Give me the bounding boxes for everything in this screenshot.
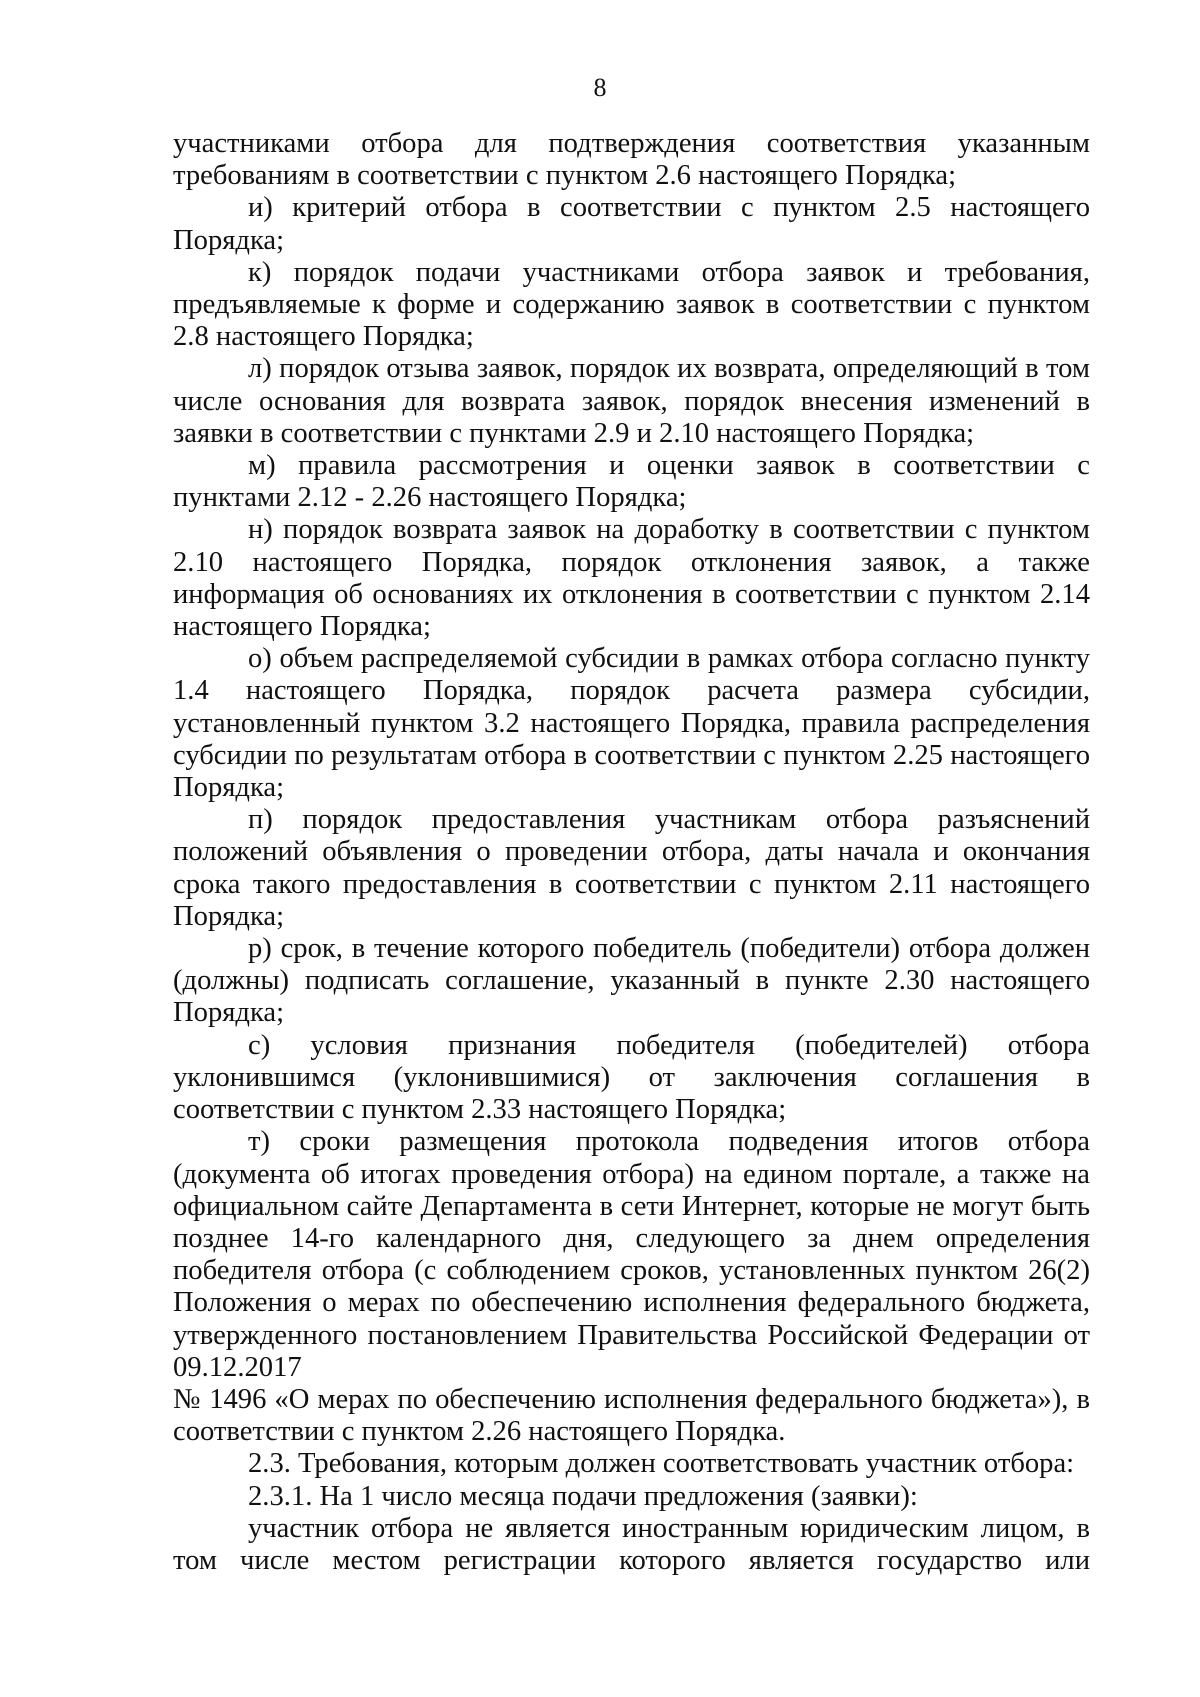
page-number: 8 [593, 73, 607, 102]
section-2-3-1-heading: 2.3.1. На 1 число месяца подачи предложения (заявки): [248, 1480, 918, 1512]
paragraph-item-t-continuation: № 1496 «О мерах по обеспечению исполнения федерального бюджета»), в соответствии с пунктом 2.26 настоящего Порядка. [173, 1383, 1090, 1448]
document-body [173, 128, 1090, 1577]
paragraph-item-m: м) правила рассмотрения и оценки заявок в соответствии с пунктами 2.12 - 2.26 настоящего Порядка; [173, 450, 1090, 514]
section-2-3-heading: 2.3. Требования, которым должен соответствовать участник отбора: [248, 1448, 1075, 1480]
paragraph-item-o: о) объем распределяемой субсидии в рамках отбора согласно пункту 1.4 настоящего Порядка, порядок расчета размера субсидии, установленный пунктом 3.2 настоящего Порядка, правила распределения субсидии по результатам отбора в соответствии с пунктом 2.25 настоящего Порядка; [173, 643, 1090, 804]
paragraph-item-t: т) сроки размещения протокола подведения итогов отбора (документа об итогах проведения отбора) на едином портале, а также на официальном сайте Департамента в сети Интернет, которые не могут быть позднее 14-го календарного дня, следующего за днем определения победителя отбора (с соблюдением сроков, установленных пунктом 26(2) Положения о мерах по обеспечению исполнения федерального бюджета, утвержденного постановлением Правительства Российской Федерации от 09.12.2017 [173, 1126, 1090, 1383]
paragraph-item-p: п) порядок предоставления участникам отбора разъяснений положений объявления о проведении отбора, даты начала и окончания срока такого предоставления в соответствии с пунктом 2.11 настоящего Порядка; [173, 804, 1090, 932]
paragraph-item-k: к) порядок подачи участниками отбора заявок и требования, предъявляемые к форме и содержанию заявок в соответствии с пунктом 2.8 настоящего Порядка; [173, 256, 1090, 353]
paragraph-item-i: и) критерий отбора в соответствии с пунктом 2.5 настоящего Порядка; [173, 192, 1090, 256]
paragraph-item-s: с) условия признания победителя (победителей) отбора уклонившимся (уклонившимися) от заключения соглашения в соответствии с пунктом 2.33 настоящего Порядка; [173, 1029, 1090, 1126]
paragraph-item-l: л) порядок отзыва заявок, порядок их возврата, определяющий в том числе основания для возврата заявок, порядок внесения изменений в заявки в соответствии с пунктами 2.9 и 2.10 настоящего Порядка; [173, 353, 1090, 449]
paragraph-item-r: р) срок, в течение которого победитель (победители) отбора должен (должны) подписать соглашение, указанный в пункте 2.30 настоящего Порядка; [173, 933, 1090, 1029]
paragraph-continuation: участниками отбора для подтверждения соответствия указанным требованиям в соответствии с пунктом 2.6 настоящего Порядка; [173, 128, 1090, 192]
paragraph-requirement: участник отбора не является иностранным юридическим лицом, в том числе местом регистрации которого является государство или [173, 1512, 1090, 1576]
paragraph-item-n: н) порядок возврата заявок на доработку в соответствии с пунктом 2.10 настоящего Порядка, порядок отклонения заявок, а также информация об основаниях их отклонения в соответствии с пунктом 2.14 настоящего Порядка; [173, 514, 1090, 643]
